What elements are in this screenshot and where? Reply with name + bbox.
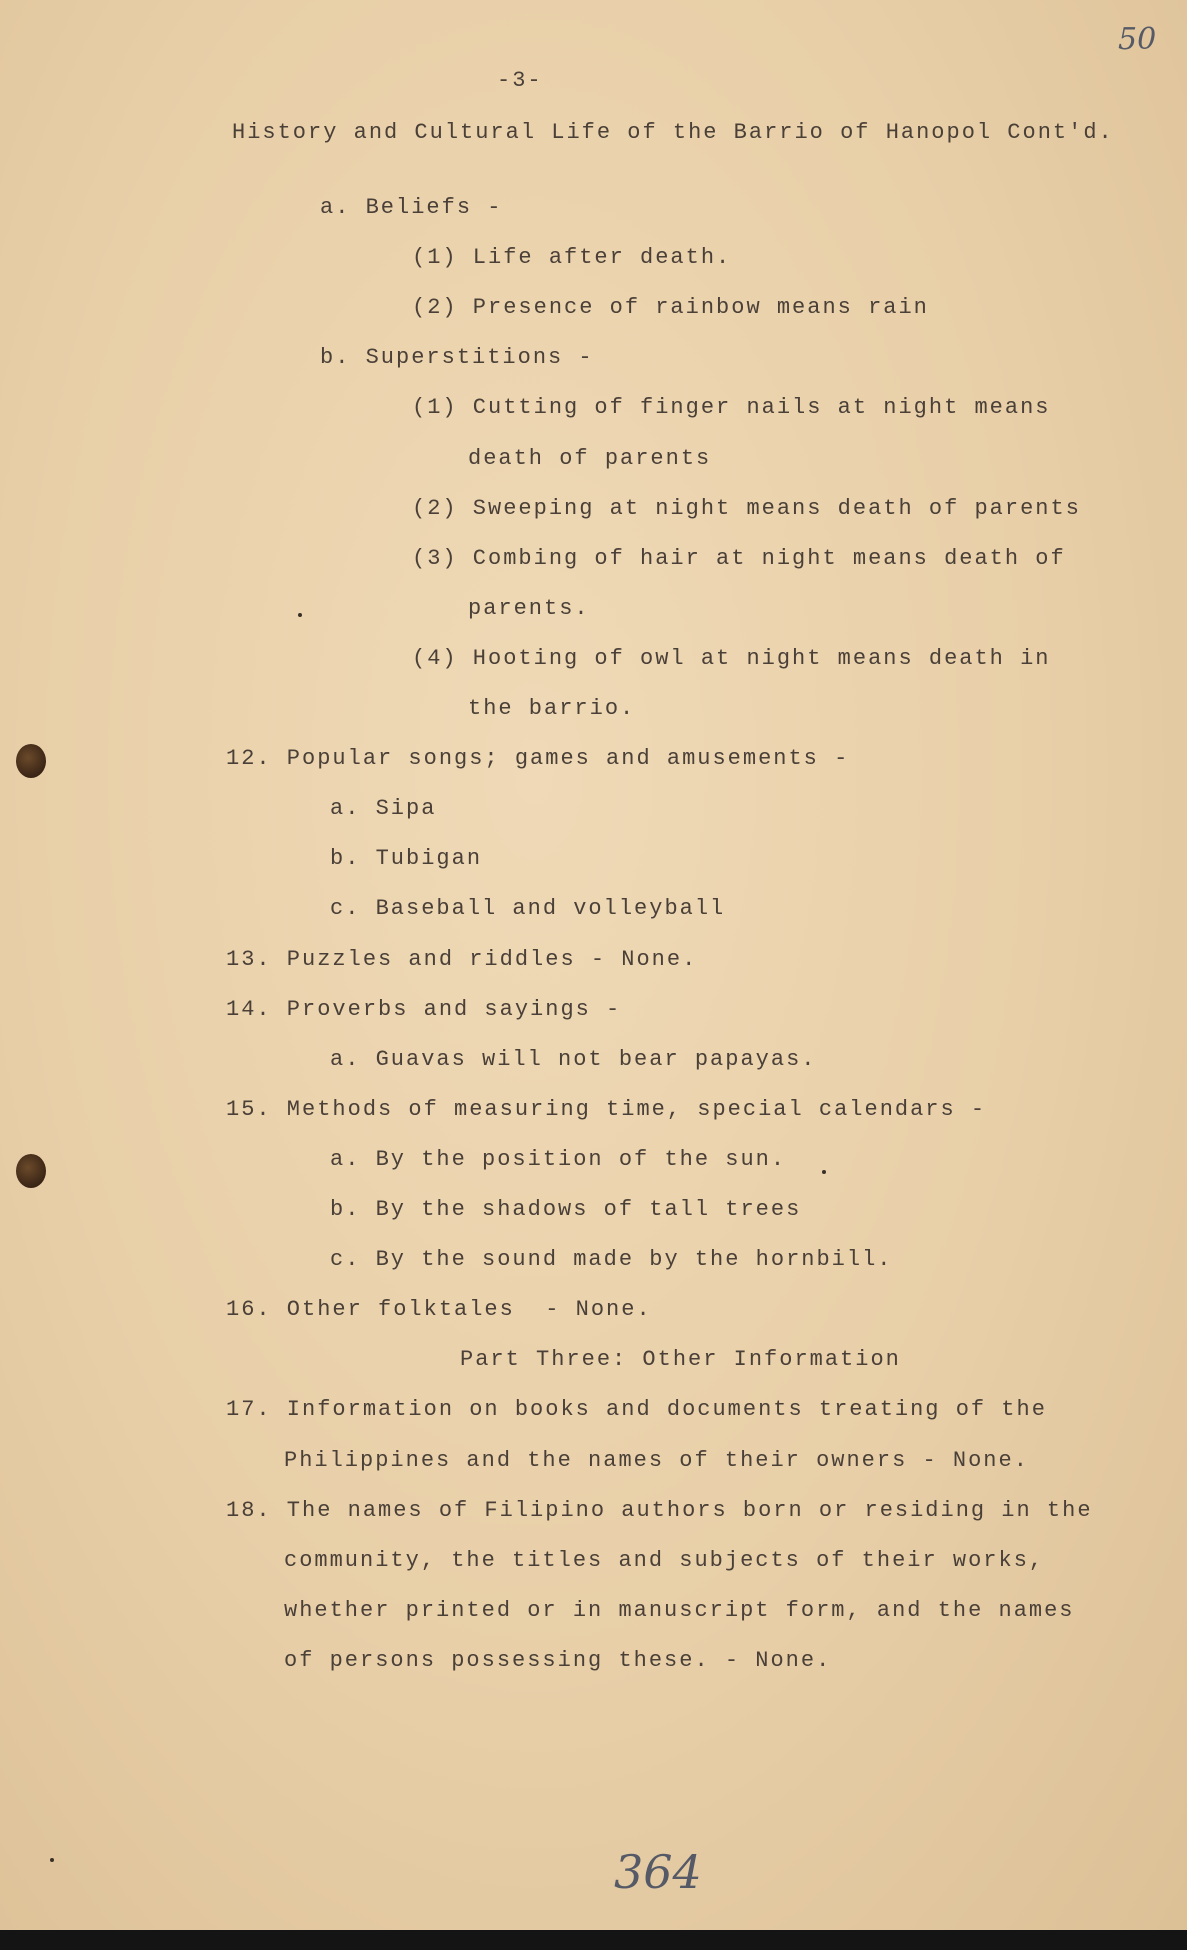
text-line: parents. (468, 596, 590, 621)
ink-speck (822, 1170, 826, 1174)
text-line: community, the titles and subjects of their works, (284, 1548, 1045, 1573)
text-line: a. Guavas will not bear papayas. (330, 1047, 817, 1072)
text-line: whether printed or in manuscript form, and the names (284, 1598, 1075, 1623)
page-heading: History and Cultural Life of the Barrio of Hanopol Cont'd. (232, 120, 1114, 145)
text-line: (2) Sweeping at night means death of parents (412, 496, 1081, 521)
text-line: of persons possessing these. - None. (284, 1648, 832, 1673)
text-line: b. Superstitions - (320, 345, 594, 370)
text-line: a. Beliefs - (320, 195, 503, 220)
folio-number: 50 (1118, 22, 1157, 57)
ink-speck (50, 1858, 54, 1862)
binder-hole-top (16, 744, 46, 778)
text-line: 18. The names of Filipino authors born or residing in the (226, 1498, 1093, 1523)
text-line: a. Sipa (330, 796, 437, 821)
text-line: (1) Life after death. (412, 245, 732, 270)
archive-number: 364 (614, 1845, 702, 1899)
text-line: c. Baseball and volleyball (330, 896, 726, 921)
text-line: 17. Information on books and documents treating of the (226, 1397, 1047, 1422)
text-line: 16. Other folktales - None. (226, 1297, 652, 1322)
text-line: (2) Presence of rainbow means rain (412, 295, 929, 320)
text-line: Part Three: Other Information (460, 1347, 901, 1372)
text-line: a. By the position of the sun. (330, 1147, 787, 1172)
text-line: (1) Cutting of finger nails at night means (412, 395, 1051, 420)
text-line: (4) Hooting of owl at night means death in (412, 646, 1051, 671)
text-line: 13. Puzzles and riddles - None. (226, 947, 698, 972)
text-line: 15. Methods of measuring time, special calendars - (226, 1097, 987, 1122)
text-line: (3) Combing of hair at night means death of (412, 546, 1066, 571)
text-line: 12. Popular songs; games and amusements - (226, 746, 850, 771)
text-line: the barrio. (468, 696, 636, 721)
page-marker: -3- (497, 68, 543, 93)
text-line: c. By the sound made by the hornbill. (330, 1247, 893, 1272)
text-line: death of parents (468, 446, 712, 471)
text-line: b. Tubigan (330, 846, 483, 871)
text-line: b. By the shadows of tall trees (330, 1197, 802, 1222)
ink-speck (298, 613, 302, 617)
scan-edge (0, 1930, 1187, 1950)
binder-hole-bottom (16, 1154, 46, 1188)
text-line: 14. Proverbs and sayings - (226, 997, 622, 1022)
text-line: Philippines and the names of their owners - None. (284, 1448, 1029, 1473)
